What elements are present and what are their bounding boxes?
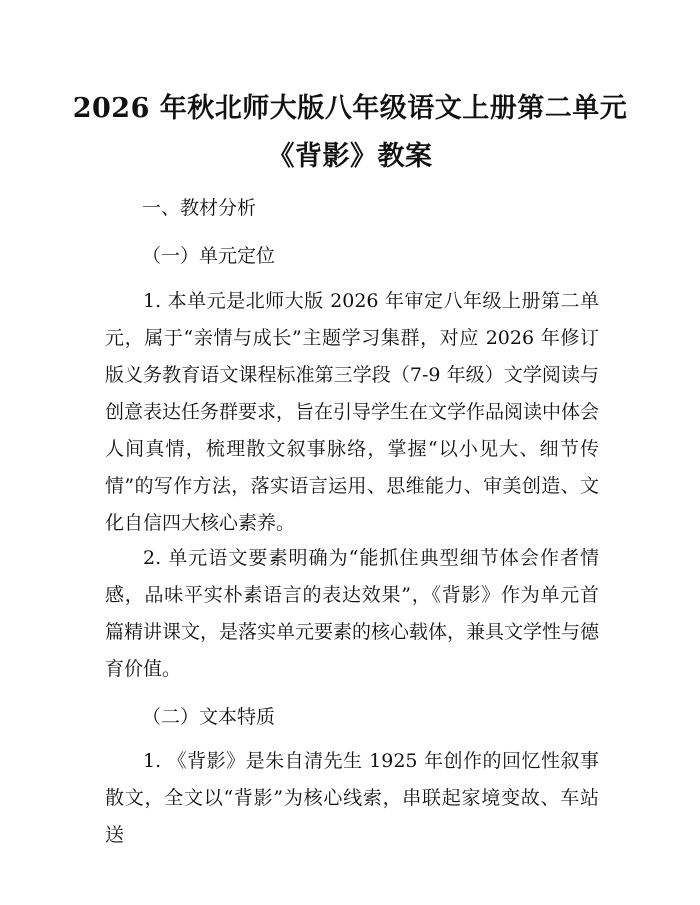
document-title-line2: 《背影》教案 [267,141,433,172]
paragraph-unit-positioning-1: 1. 本单元是北师大版 2026 年审定八年级上册第二单元，属于“亲情与成长”主题学习集群，对应 2026 年修订版义务教育语文课程标准第三学段（7-9 年级）文学阅读与创意表达任务群要求，旨在引导学生在文学作品阅读中体会人间真情，梳理散文叙事脉络，掌握“以小见大、细节传情”的写作方法，落实语言运用、思维能力、审美创造、文化自信四大核心素养。 [105,290,600,534]
subsection-heading-text-features: （二）文本特质 [142,706,276,728]
subsection-heading-unit-positioning: （一）单元定位 [142,245,276,267]
section-heading-materials-analysis: 一、教材分析 [142,197,257,219]
paragraph-text-features-1: 1. 《背影》是朱自清先生 1925 年创作的回忆性叙事散文，全文以“背影”为核心线索，串联起家境变故、车站送 [105,750,599,846]
paragraph-unit-positioning-2: 2. 单元语文要素明确为“能抓住典型细节体会作者情感，品味平实朴素语言的表达效果”，《背影》作为单元首篇精讲课文，是落实单元要素的核心载体，兼具文学性与德育价值。 [105,547,600,680]
document-title-line1: 2026 年秋北师大版八年级语文上册第二单元 [72,93,628,124]
